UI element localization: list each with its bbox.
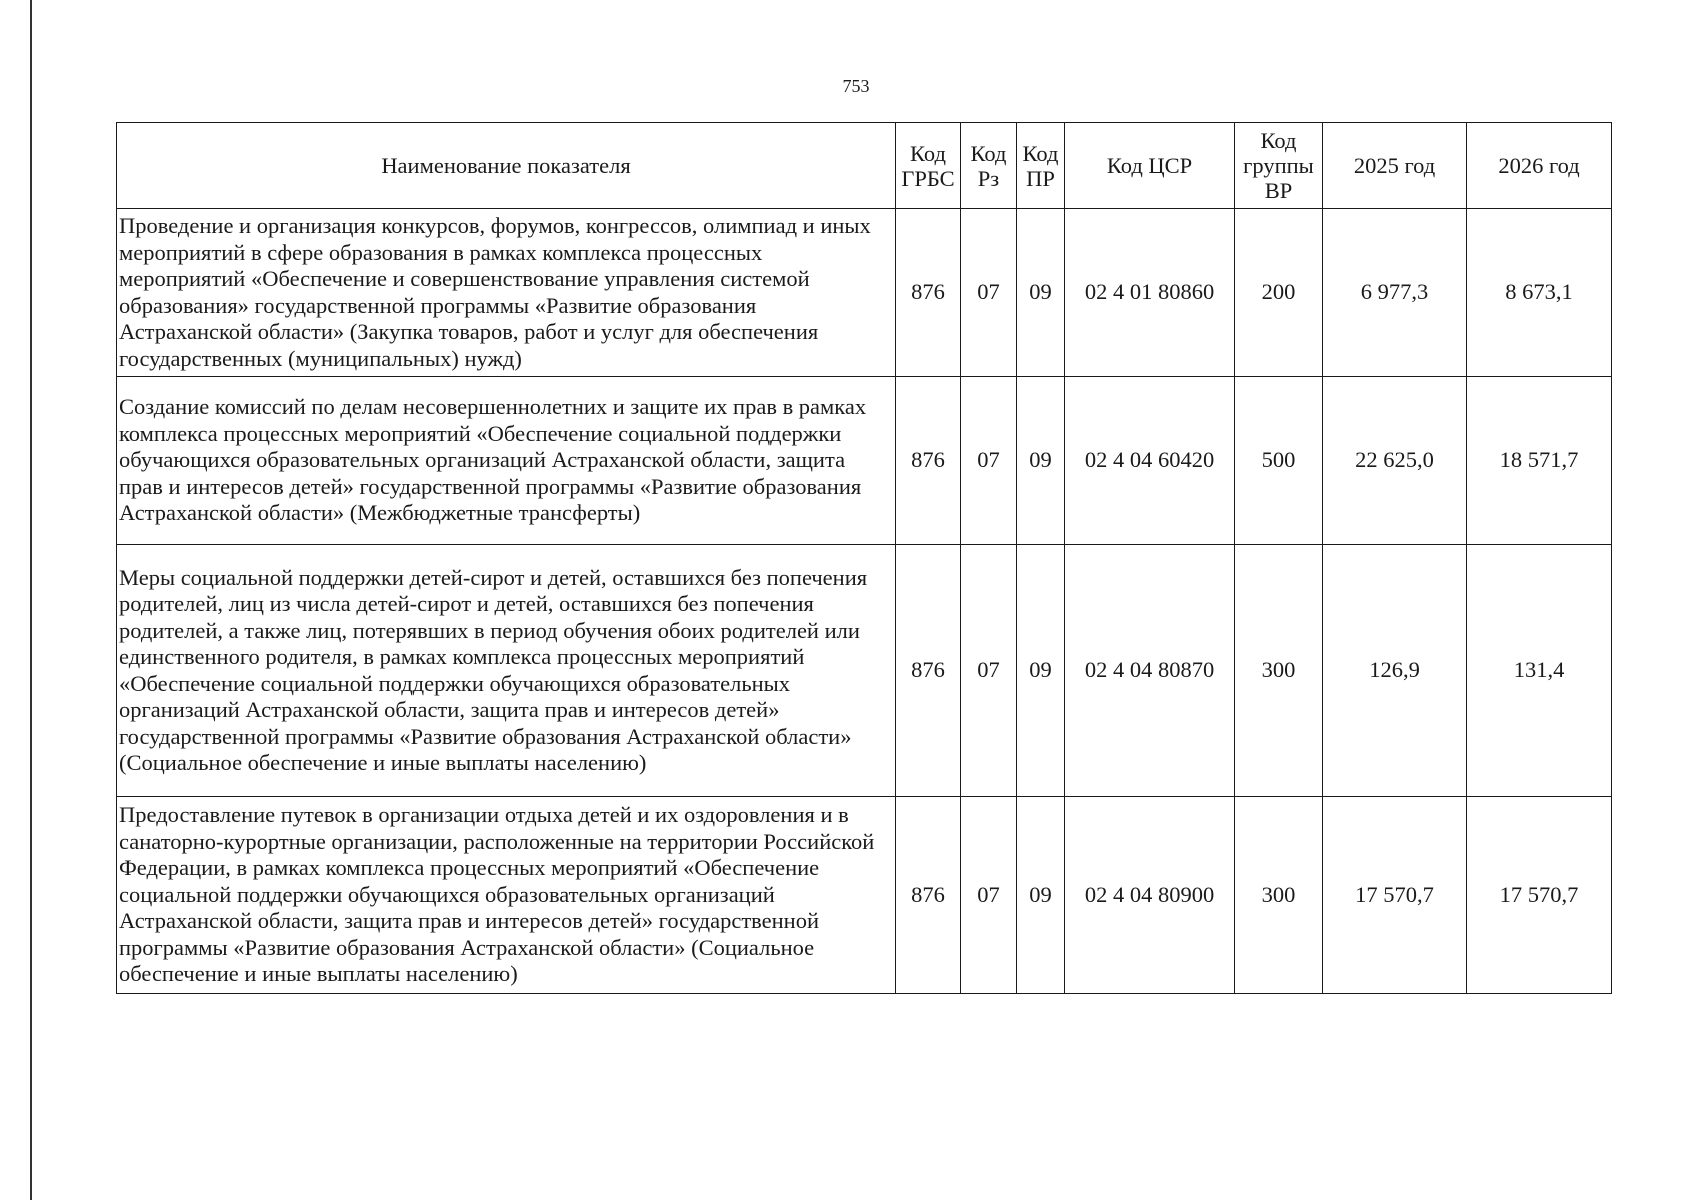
header-name: Наименование показателя (117, 123, 896, 209)
cell-2026: 17 570,7 (1467, 797, 1612, 994)
cell-rz: 07 (961, 545, 1017, 797)
cell-pr: 09 (1017, 377, 1065, 545)
cell-pr: 09 (1017, 209, 1065, 377)
cell-2025: 22 625,0 (1323, 377, 1467, 545)
cell-vr: 200 (1235, 209, 1323, 377)
table-row (117, 377, 1612, 545)
scan-edge-line (30, 0, 32, 1200)
header-2026: 2026 год (1467, 123, 1612, 209)
header-pr: Код ПР (1017, 123, 1065, 209)
cell-rz: 07 (961, 377, 1017, 545)
cell-vr: 500 (1235, 377, 1323, 545)
cell-2025: 6 977,3 (1323, 209, 1467, 377)
budget-table (116, 122, 1612, 994)
cell-csr: 02 4 01 80860 (1065, 209, 1235, 377)
cell-grbs: 876 (896, 797, 961, 994)
header-csr: Код ЦСР (1065, 123, 1235, 209)
header-rz: Код Рз (961, 123, 1017, 209)
cell-pr: 09 (1017, 545, 1065, 797)
cell-2026: 8 673,1 (1467, 209, 1612, 377)
cell-name: Меры социальной поддержки детей-сирот и детей, оставшихся без попечения родителей, лиц из числа детей-сирот и детей, оставшихся без попечения родителей, а также лиц, потерявших в период обучения обоих родителей или единственного родителя, в рамках комплекса процессных мероприятий «Обеспечение социальной поддержки обучающихся образовательных организаций Астраханской области, защита прав и интересов детей» государственной программы «Развитие образования Астраханской области» (Социальное обеспечение и иные выплаты населению) (117, 545, 896, 797)
cell-2026: 18 571,7 (1467, 377, 1612, 545)
cell-name: Предоставление путевок в организации отдыха детей и их оздоровления и в санаторно-курортные организации, расположенные на территории Российской Федерации, в рамках комплекса процессных мероприятий «Обеспечение социальной поддержки обучающихся образовательных организаций Астраханской области, защита прав и интересов детей» государственной программы «Развитие образования Астраханской области» (Социальное обеспечение и иные выплаты населению) (117, 797, 896, 994)
cell-csr: 02 4 04 80870 (1065, 545, 1235, 797)
cell-csr: 02 4 04 80900 (1065, 797, 1235, 994)
header-grbs: Код ГРБС (896, 123, 961, 209)
cell-vr: 300 (1235, 545, 1323, 797)
cell-grbs: 876 (896, 377, 961, 545)
table-header-row (117, 123, 1612, 209)
table-row (117, 797, 1612, 994)
cell-csr: 02 4 04 60420 (1065, 377, 1235, 545)
cell-vr: 300 (1235, 797, 1323, 994)
page-number: 753 (842, 76, 870, 96)
cell-grbs: 876 (896, 545, 961, 797)
cell-2025: 126,9 (1323, 545, 1467, 797)
cell-pr: 09 (1017, 797, 1065, 994)
cell-2026: 131,4 (1467, 545, 1612, 797)
header-vr: Код группы ВР (1235, 123, 1323, 209)
cell-2025: 17 570,7 (1323, 797, 1467, 994)
cell-name: Создание комиссий по делам несовершеннолетних и защите их прав в рамках комплекса процессных мероприятий «Обеспечение социальной поддержки обучающихся образовательных организаций Астраханской области, защита прав и интересов детей» государственной программы «Развитие образования Астраханской области» (Межбюджетные трансферты) (117, 377, 896, 545)
header-2025: 2025 год (1323, 123, 1467, 209)
cell-rz: 07 (961, 797, 1017, 994)
cell-rz: 07 (961, 209, 1017, 377)
table-row (117, 209, 1612, 377)
table-row (117, 545, 1612, 797)
cell-grbs: 876 (896, 209, 961, 377)
cell-name: Проведение и организация конкурсов, форумов, конгрессов, олимпиад и иных мероприятий в сфере образования в рамках комплекса процессных мероприятий «Обеспечение и совершенствование управления системой образования» государственной программы «Развитие образования Астраханской области» (Закупка товаров, работ и услуг для обеспечения государственных (муниципальных) нужд) (117, 209, 896, 377)
